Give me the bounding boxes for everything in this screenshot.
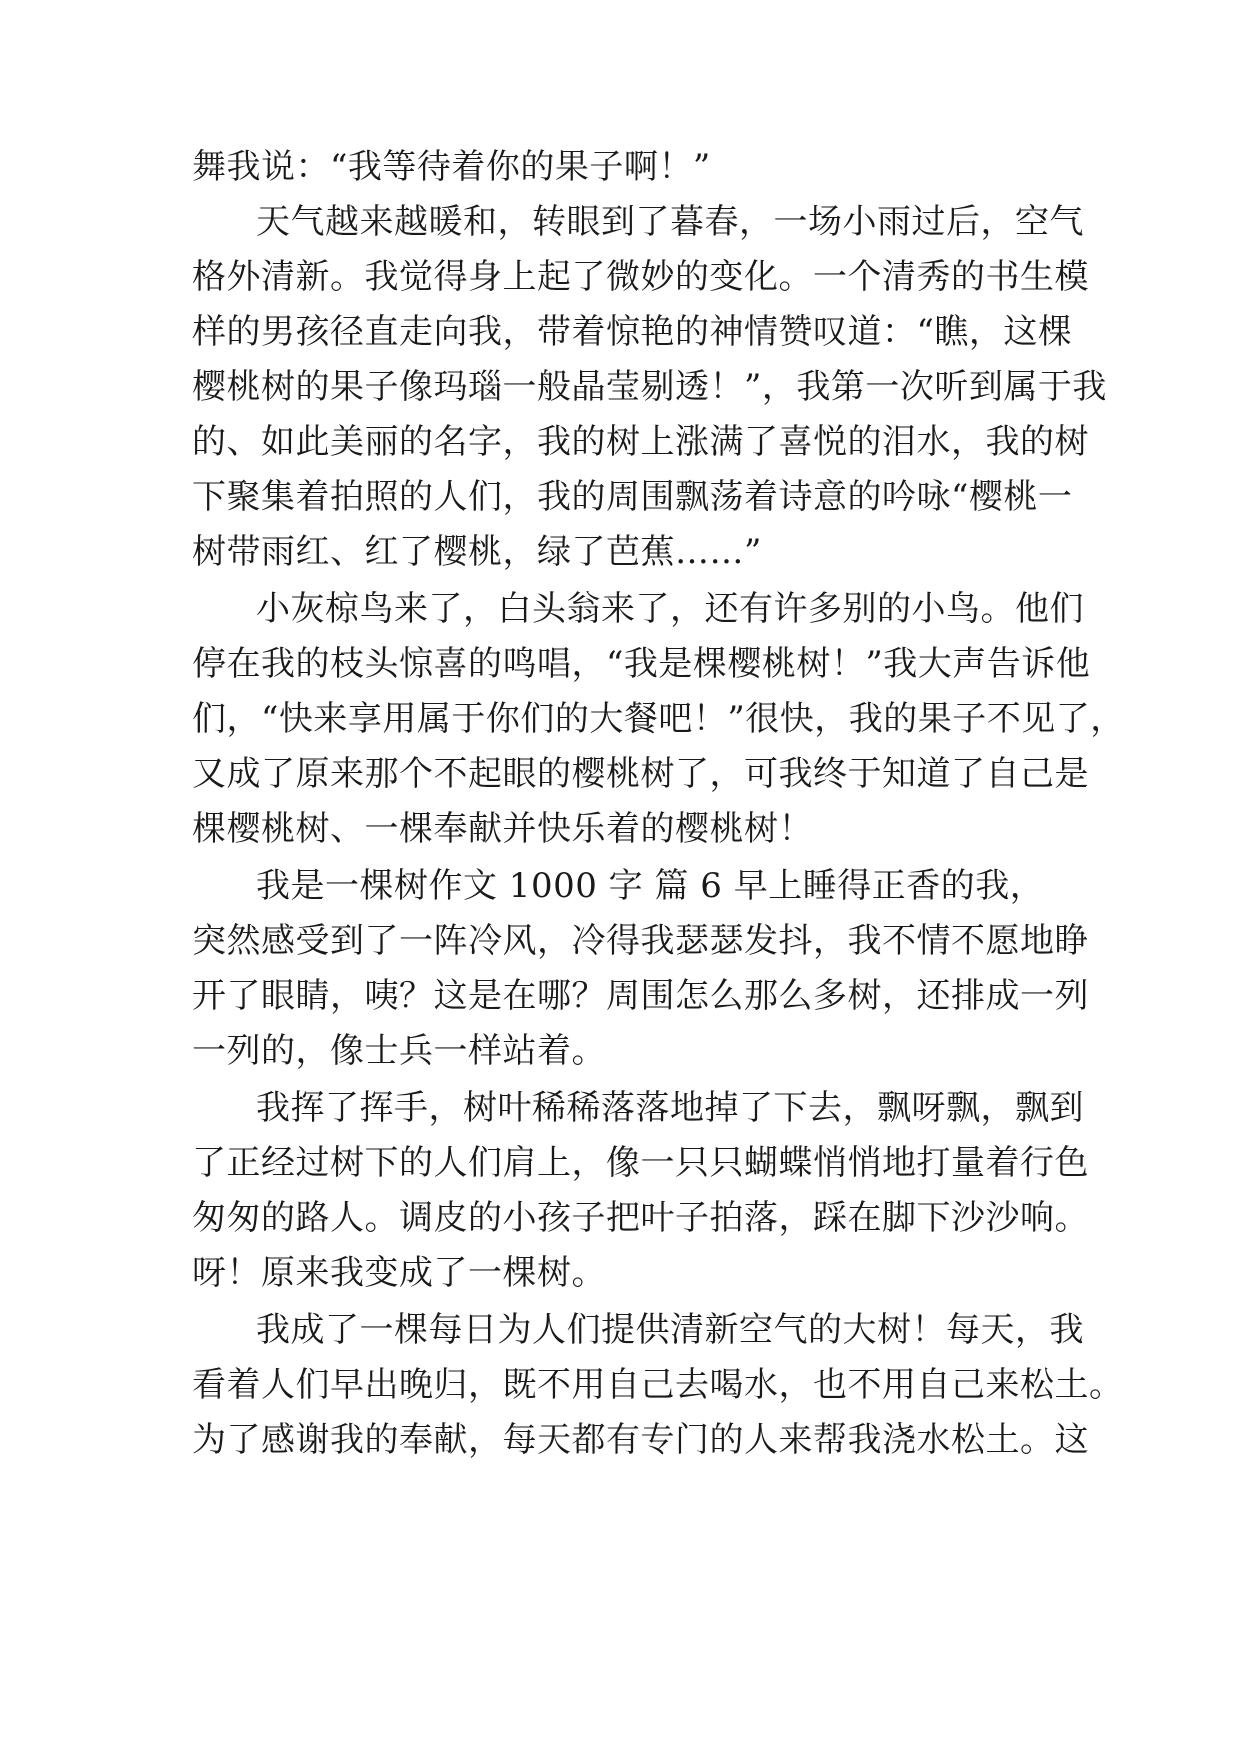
text-line: 呀！原来我变成了一棵树。 (192, 1253, 606, 1293)
text-line: 舞我说：“我等待着你的果子啊！” (192, 147, 711, 187)
text-line: 一列的，像士兵一样站着。 (192, 1031, 606, 1071)
text-line: 开了眼睛，咦？这是在哪？周围怎么那么多树，还排成一列 (192, 976, 1089, 1016)
text-line: 小灰椋鸟来了，白头翁来了，还有许多别的小鸟。他们 (256, 589, 1084, 629)
text-line: 天气越来越暖和，转眼到了暮春，一场小雨过后，空气 (256, 202, 1084, 242)
text-line: 我成了一棵每日为人们提供清新空气的大树！每天，我 (256, 1310, 1084, 1350)
text-line: 棵樱桃树、一棵奉献并快乐着的樱桃树！ (192, 809, 813, 849)
text-line: 了正经过树下的人们肩上，像一只只蝴蝶悄悄地打量着行色 (192, 1143, 1089, 1183)
text-line: 突然感受到了一阵冷风，冷得我瑟瑟发抖，我不情不愿地睁 (192, 921, 1089, 961)
text-line: 们，“快来享用属于你们的大餐吧！”很快，我的果子不见了， (192, 699, 1125, 739)
text-line: 匆匆的路人。调皮的小孩子把叶子拍落，踩在脚下沙沙响。 (192, 1198, 1089, 1238)
text-line: 格外清新。我觉得身上起了微妙的变化。一个清秀的书生模 (192, 257, 1089, 297)
text-line: 样的男孩径直走向我，带着惊艳的神情赞叹道：“瞧，这棵 (192, 312, 1073, 352)
text-line: 我挥了挥手，树叶稀稀落落地掉了下去，飘呀飘，飘到 (256, 1088, 1084, 1128)
text-line: 又成了原来那个不起眼的樱桃树了，可我终于知道了自己是 (192, 754, 1089, 794)
text-line: 樱桃树的果子像玛瑙一般晶莹剔透！”，我第一次听到属于我 (192, 367, 1107, 407)
text-line: 为了感谢我的奉献，每天都有专门的人来帮我浇水松土。这 (192, 1420, 1089, 1460)
text-line: 下聚集着拍照的人们，我的周围飘荡着诗意的吟咏“樱桃一 (192, 477, 1073, 517)
text-line: 我是一棵树作文 1000 字 篇 6 早上睡得正香的我， (256, 866, 1045, 906)
text-line: 看着人们早出晚归，既不用自己去喝水，也不用自己来松土。 (192, 1365, 1124, 1405)
text-line: 的、如此美丽的名字，我的树上涨满了喜悦的泪水，我的树 (192, 422, 1089, 462)
text-line: 停在我的枝头惊喜的鸣唱，“我是棵樱桃树！”我大声告诉他 (192, 644, 1091, 684)
text-line: 树带雨红、红了樱桃，绿了芭蕉……” (192, 532, 762, 572)
